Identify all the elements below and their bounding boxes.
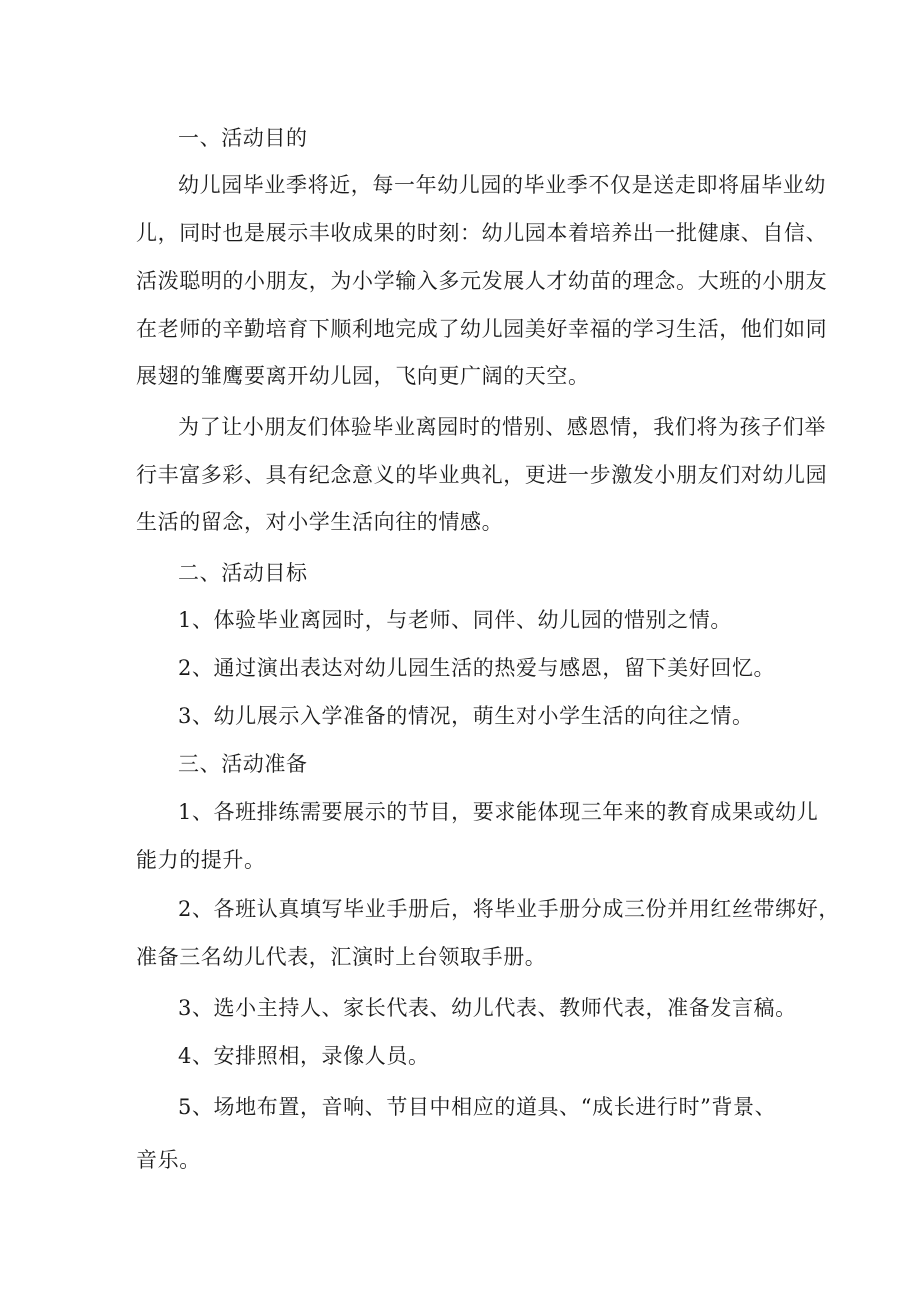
section-heading-preparation: 三、活动准备 (178, 752, 308, 776)
list-item: 3、选小主持人、家长代表、幼儿代表、教师代表，准备发言稿。 (178, 996, 797, 1020)
paragraph-line: 生活的留念，对小学生活向往的情感。 (136, 510, 504, 534)
list-item-continuation: 音乐。 (136, 1148, 201, 1172)
list-item: 2、通过演出表达对幼儿园生活的热爱与感恩，留下美好回忆。 (178, 656, 776, 680)
paragraph-line: 幼儿园毕业季将近，每一年幼儿园的毕业季不仅是送走即将届毕业幼 (178, 173, 826, 197)
paragraph-line: 活泼聪明的小朋友，为小学输入多元发展人才幼苗的理念。大班的小朋友 (136, 269, 828, 293)
list-item-continuation: 准备三名幼儿代表，汇演时上台领取手册。 (136, 945, 547, 969)
list-item: 2、各班认真填写毕业手册后，将毕业手册分成三份并用红丝带绑好， (178, 897, 840, 921)
paragraph-line: 展翅的雏鹰要离开幼儿园，飞向更广阔的天空。 (136, 364, 590, 388)
list-item: 3、幼儿展示入学准备的情况，萌生对小学生活的向往之情。 (178, 704, 754, 728)
section-heading-purpose: 一、活动目的 (178, 126, 308, 150)
list-item-continuation: 能力的提升。 (136, 848, 266, 872)
list-item: 4、安排照相，录像人员。 (178, 1044, 430, 1068)
paragraph-line: 行丰富多彩、具有纪念意义的毕业典礼，更进一步激发小朋友们对幼儿园 (136, 463, 828, 487)
section-heading-goals: 二、活动目标 (178, 561, 308, 585)
paragraph-line: 在老师的辛勤培育下顺利地完成了幼儿园美好幸福的学习生活，他们如同 (136, 317, 828, 341)
paragraph-line: 为了让小朋友们体验毕业离园时的惜别、感恩情，我们将为孩子们举 (178, 415, 826, 439)
paragraph-line: 儿，同时也是展示丰收成果的时刻：幼儿园本着培养出一批健康、自信、 (136, 221, 828, 245)
list-item: 5、场地布置，音响、节目中相应的道具、“成长进行时”背景、 (178, 1095, 777, 1119)
list-item: 1、各班排练需要展示的节目，要求能体现三年来的教育成果或幼儿 (178, 800, 819, 824)
list-item: 1、体验毕业离园时，与老师、同伴、幼儿园的惜别之情。 (178, 608, 732, 632)
